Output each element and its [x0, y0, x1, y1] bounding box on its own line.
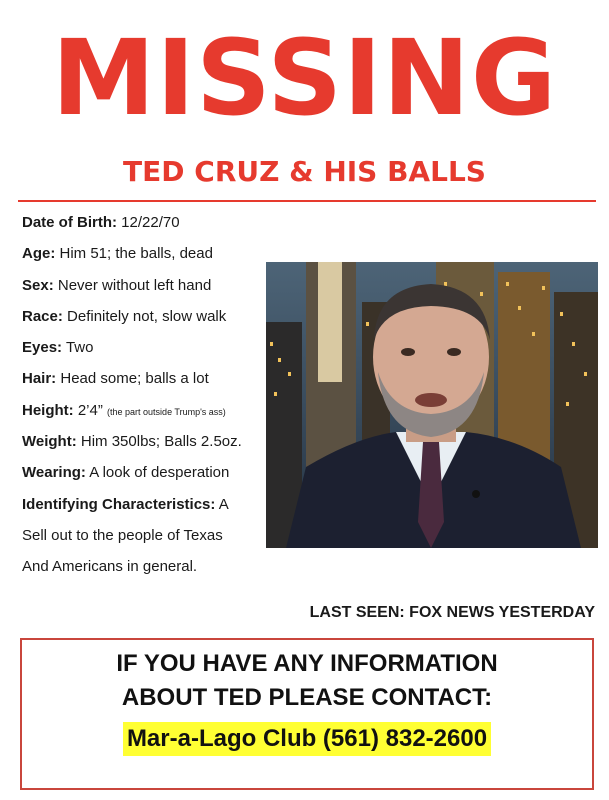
fact-age — [22, 238, 272, 269]
fact-label: Date of Birth: — [22, 214, 117, 231]
fact-label: Height: — [22, 401, 74, 419]
contact-highlight-wrap — [22, 722, 592, 756]
contact-line-1: IF YOU HAVE ANY INFORMATION — [116, 650, 498, 677]
fact-note: (the part outside Trump's ass) — [107, 406, 226, 417]
fact-value: A look of desperation — [89, 464, 230, 482]
divider — [18, 200, 596, 202]
fact-date-of-birth — [22, 207, 272, 238]
fact-eyes — [22, 332, 272, 363]
contact-phone-highlight: Mar-a-Lago Club (561) 832-2600 — [123, 722, 491, 756]
fact-wearing — [22, 457, 272, 488]
fact-label: Identifying Characteristics: — [22, 495, 216, 513]
portrait-photo — [266, 262, 598, 548]
facts-list — [22, 207, 272, 583]
contact-line-2: ABOUT TED PLEASE CONTACT: — [121, 684, 493, 711]
headline: MISSING — [51, 17, 558, 139]
fact-label: Age: — [22, 245, 56, 263]
fact-label: Sex: — [22, 276, 54, 294]
subheadline: TED CRUZ & HIS BALLS — [123, 155, 486, 188]
fact-continuation — [22, 520, 272, 551]
fact-weight — [22, 426, 272, 457]
fact-continuation — [22, 551, 272, 582]
fact-value: Two — [65, 339, 94, 357]
fact-value: 2’4” — [77, 401, 103, 419]
fact-value: Definitely not, slow walk — [67, 307, 227, 325]
fact-sex — [22, 270, 272, 301]
fact-value: 12/22/70 — [121, 214, 180, 231]
fact-value: Never without left hand — [57, 276, 212, 294]
fact-identifying-characteristics — [22, 489, 272, 520]
contact-box — [20, 638, 594, 790]
fact-value: Head some; balls a lot — [60, 370, 209, 388]
fact-height — [22, 395, 272, 426]
fact-value: A — [218, 495, 229, 513]
fact-value: Him 51; the balls, dead — [59, 245, 213, 263]
last-seen-text: LAST SEEN: FOX NEWS YESTERDAY — [309, 604, 595, 621]
fact-value: Him 350lbs; Balls 2.5oz. — [80, 433, 242, 451]
fact-label: Race: — [22, 307, 63, 325]
fact-label: Wearing: — [22, 464, 86, 482]
fact-race — [22, 301, 272, 332]
fact-label: Eyes: — [22, 339, 63, 357]
fact-hair — [22, 363, 272, 394]
fact-value: And Americans in general. — [22, 558, 198, 576]
fact-label: Weight: — [22, 433, 77, 451]
fact-label: Hair: — [22, 370, 57, 388]
fact-value: Sell out to the people of Texas — [22, 526, 223, 544]
